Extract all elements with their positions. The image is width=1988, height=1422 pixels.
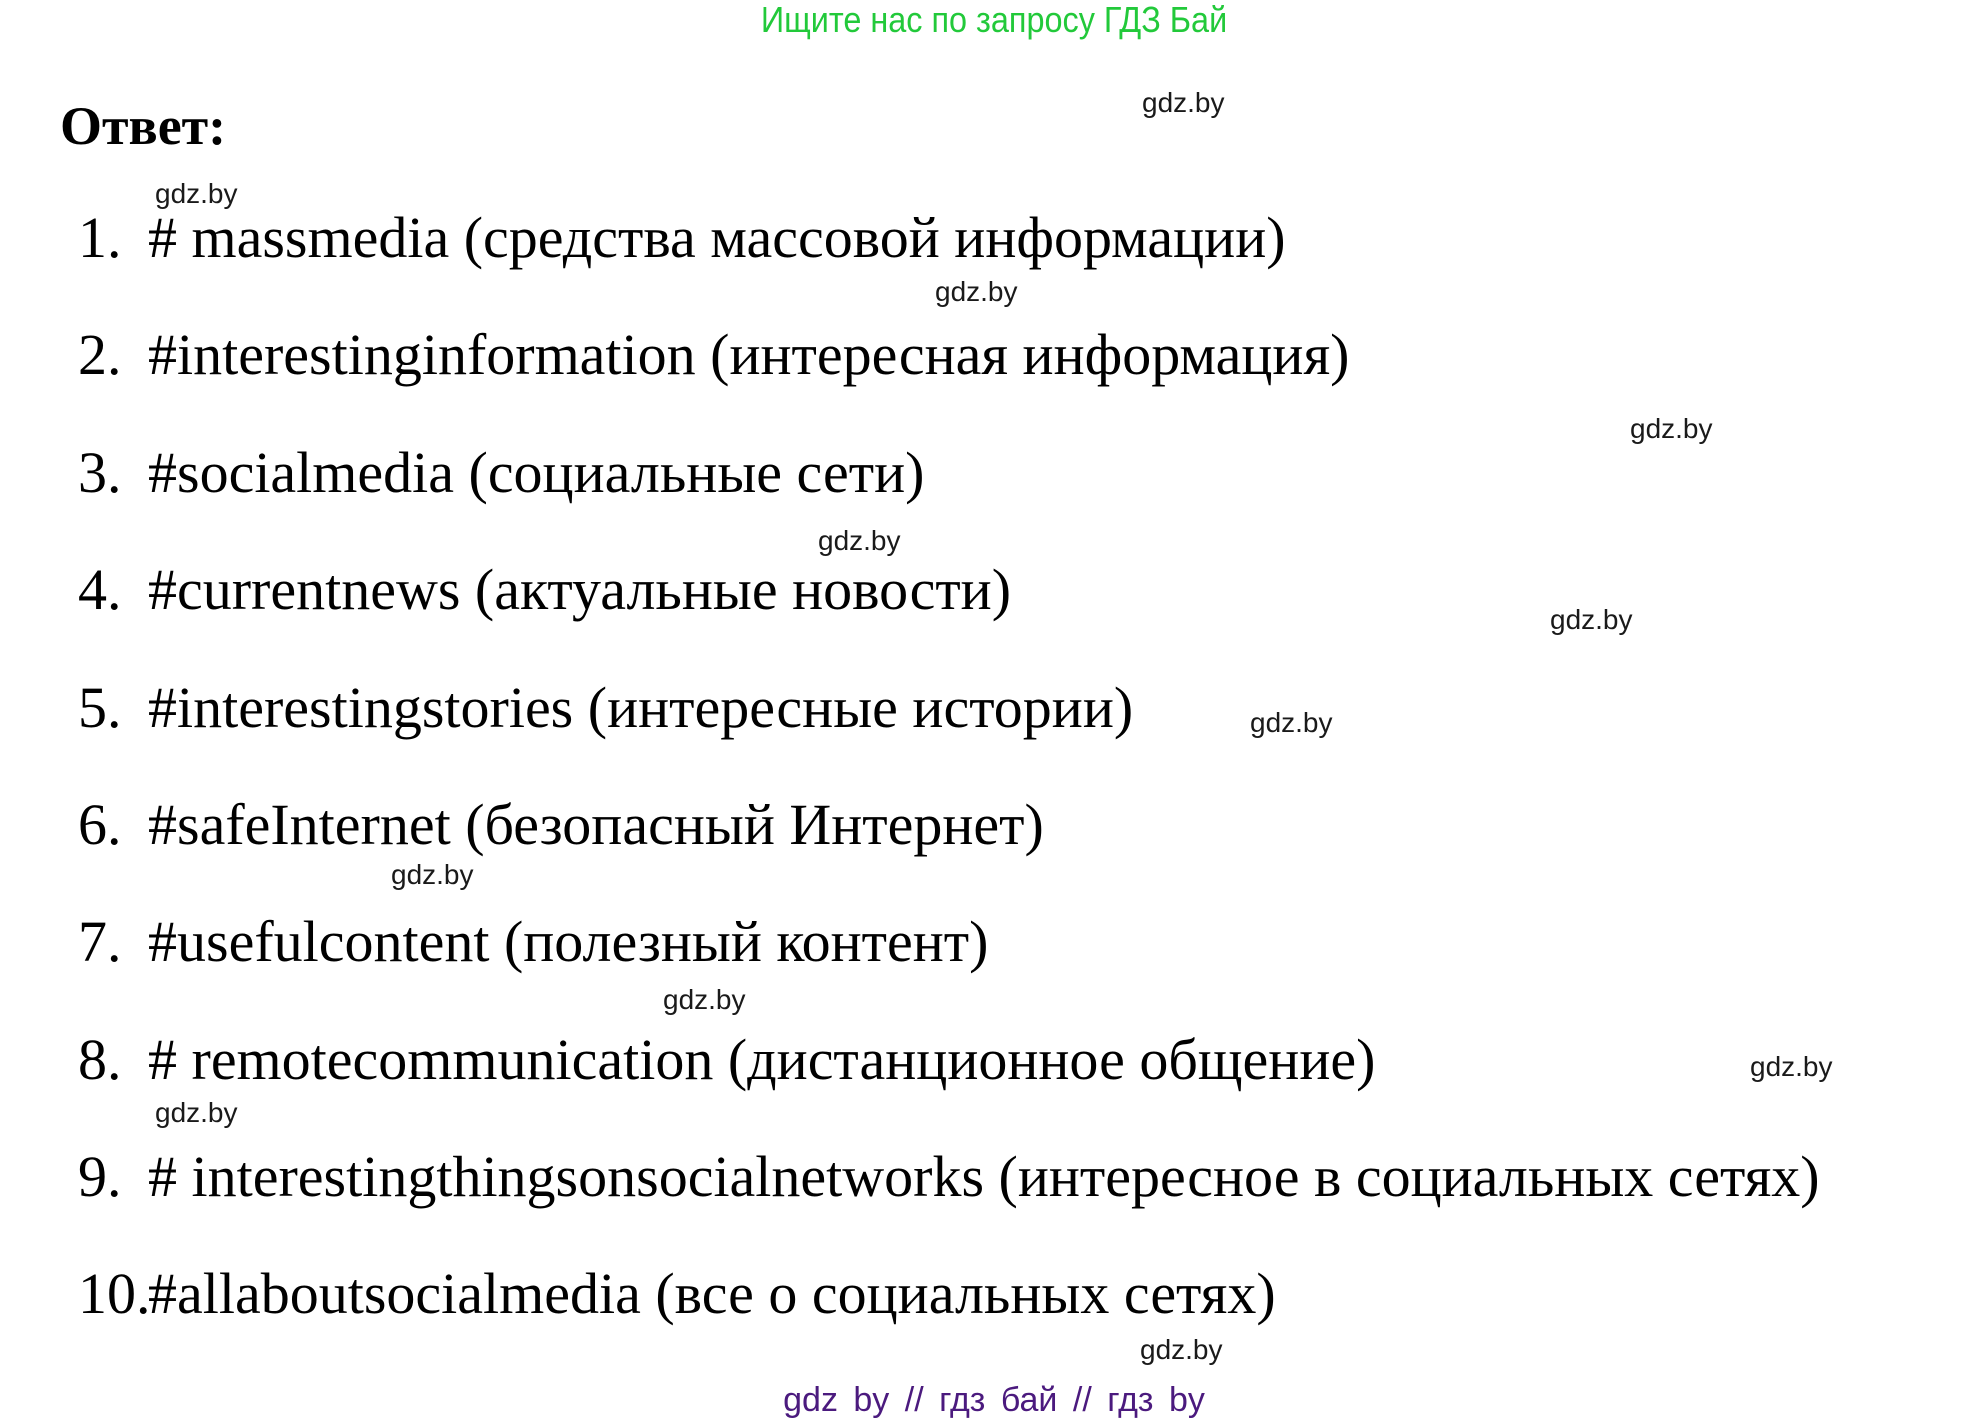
item-number: 9. bbox=[78, 1144, 122, 1209]
item-text: #interestinginformation (интересная информация) bbox=[148, 322, 1350, 387]
watermark-text: gdz.by bbox=[155, 1097, 238, 1128]
watermark-text: gdz.by bbox=[1142, 87, 1225, 118]
watermark-text: gdz.by bbox=[1140, 1334, 1223, 1365]
watermark-text: gdz.by bbox=[1250, 707, 1333, 738]
watermark-text: gdz.by bbox=[1750, 1051, 1833, 1082]
watermark-text: gdz.by bbox=[935, 276, 1018, 307]
item-text: #currentnews (актуальные новости) bbox=[148, 557, 1012, 622]
item-number: 6. bbox=[78, 792, 122, 857]
item-number: 2. bbox=[78, 322, 122, 387]
item-number: 8. bbox=[78, 1027, 122, 1092]
watermark-text: gdz.by bbox=[155, 178, 238, 209]
item-number: 5. bbox=[78, 675, 122, 740]
search-banner: Ищите нас по запросу ГДЗ Бай bbox=[760, 0, 1228, 40]
watermark-text: gdz.by bbox=[391, 859, 474, 890]
item-number: 10. bbox=[78, 1261, 151, 1326]
watermark-text: gdz.by bbox=[1550, 604, 1633, 635]
item-text: # remotecommunication (дистанционное общение) bbox=[148, 1027, 1376, 1092]
item-number: 4. bbox=[78, 557, 122, 622]
item-text: # interestingthingsonsocialnetworks (интересное в социальных сетях) bbox=[148, 1144, 1820, 1209]
item-text: #safeInternet (безопасный Интернет) bbox=[148, 792, 1044, 857]
item-text: #allaboutsocialmedia (все о социальных сетях) bbox=[148, 1261, 1276, 1326]
item-text: #socialmedia (социальные сети) bbox=[148, 440, 925, 505]
item-text: #usefulcontent (полезный контент) bbox=[148, 909, 989, 974]
item-number: 7. bbox=[78, 909, 122, 974]
watermark-text: gdz.by bbox=[1630, 413, 1713, 444]
item-text: #interestingstories (интересные истории) bbox=[148, 675, 1134, 740]
footer-links: gdz by // гдз бай // гдз by bbox=[783, 1381, 1205, 1419]
answer-heading: Ответ: bbox=[60, 96, 227, 156]
watermark-text: gdz.by bbox=[818, 525, 901, 556]
watermark-text: gdz.by bbox=[663, 984, 746, 1015]
item-number: 1. bbox=[78, 205, 122, 270]
item-number: 3. bbox=[78, 440, 122, 505]
item-text: # massmedia (средства массовой информации) bbox=[148, 205, 1286, 270]
